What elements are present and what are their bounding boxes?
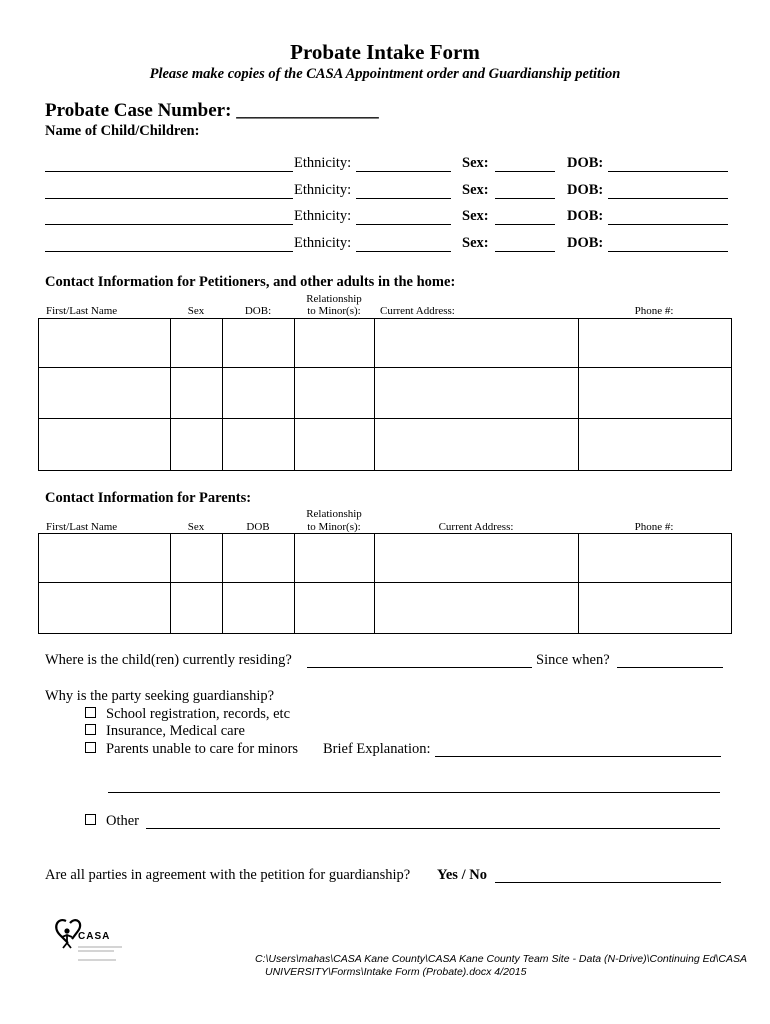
residing-line[interactable] — [307, 651, 532, 668]
table-cell[interactable] — [39, 419, 171, 471]
logo-text: CASA — [78, 931, 111, 942]
table-cell[interactable] — [223, 534, 295, 583]
table-cell[interactable] — [375, 419, 579, 471]
table-cell[interactable] — [39, 319, 171, 368]
col-header-to-minors: to Minor(s): — [307, 521, 361, 533]
footer-line-2: UNIVERSITY\Forms\Intake Form (Probate).docx 4/2015 — [265, 966, 527, 978]
child-name-line[interactable] — [45, 235, 293, 252]
since-when-label: Since when? — [536, 652, 610, 668]
child-row — [0, 182, 770, 202]
ethnicity-label: Ethnicity: — [294, 208, 352, 224]
col-header-name: First/Last Name — [46, 521, 118, 533]
table-row — [39, 419, 732, 471]
sex-line[interactable] — [495, 182, 555, 199]
option-label: Insurance, Medical care — [106, 723, 245, 739]
table-cell[interactable] — [579, 319, 732, 368]
footer-line-1: C:\Users\mahas\CASA Kane County\CASA Kane County Team Site - Data (N-Drive)\Continuing Ed\CASA — [255, 953, 747, 965]
table-cell[interactable] — [223, 583, 295, 634]
child-name-line[interactable] — [45, 208, 293, 225]
col-header-name: First/Last Name — [46, 305, 118, 317]
brief-explanation-line[interactable] — [435, 740, 721, 757]
dob-line[interactable] — [608, 235, 728, 252]
col-header-relationship: Relationship — [306, 508, 362, 520]
table-cell[interactable] — [579, 583, 732, 634]
explanation-continued-line[interactable] — [108, 776, 720, 793]
sex-label: Sex: — [462, 235, 489, 251]
dob-label: DOB: — [567, 208, 604, 224]
option-insurance[interactable] — [85, 723, 245, 740]
table-cell[interactable] — [171, 319, 223, 368]
child-name-line[interactable] — [45, 182, 293, 199]
sex-label: Sex: — [462, 208, 489, 224]
table-cell[interactable] — [295, 419, 375, 471]
table-cell[interactable] — [295, 319, 375, 368]
table-row — [39, 534, 732, 583]
table-row — [39, 319, 732, 368]
table-cell[interactable] — [375, 368, 579, 419]
dob-label: DOB: — [567, 182, 604, 198]
ethnicity-label: Ethnicity: — [294, 155, 352, 171]
agreement-line[interactable] — [495, 866, 721, 883]
table-cell[interactable] — [375, 534, 579, 583]
col-header-sex: Sex — [187, 521, 205, 533]
checkbox-icon[interactable] — [85, 814, 96, 825]
col-header-phone: Phone #: — [634, 521, 674, 533]
agreement-question: Are all parties in agreement with the petition for guardianship? — [45, 867, 411, 883]
dob-line[interactable] — [608, 182, 728, 199]
child-row — [0, 235, 770, 255]
option-label: Other — [106, 813, 140, 829]
table-cell[interactable] — [295, 368, 375, 419]
option-parents-unable[interactable] — [85, 741, 298, 758]
option-label: School registration, records, etc — [106, 706, 291, 722]
form-title: Probate Intake Form — [290, 40, 480, 64]
dob-line[interactable] — [608, 155, 728, 172]
table-cell[interactable] — [39, 368, 171, 419]
petitioners-table — [38, 318, 732, 471]
since-when-line[interactable] — [617, 651, 723, 668]
ethnicity-line[interactable] — [356, 155, 451, 172]
table-cell[interactable] — [39, 583, 171, 634]
child-row — [0, 155, 770, 175]
table-cell[interactable] — [171, 368, 223, 419]
probate-case-number-label: Probate Case Number: _______________ — [45, 100, 379, 121]
table-cell[interactable] — [579, 534, 732, 583]
ethnicity-line[interactable] — [356, 182, 451, 199]
table-cell[interactable] — [375, 583, 579, 634]
table-cell[interactable] — [171, 583, 223, 634]
col-header-dob: DOB — [246, 521, 270, 533]
table-cell[interactable] — [171, 534, 223, 583]
dob-label: DOB: — [567, 235, 604, 251]
table-cell[interactable] — [223, 319, 295, 368]
child-row — [0, 208, 770, 228]
sex-label: Sex: — [462, 182, 489, 198]
brief-explanation-label: Brief Explanation: — [323, 741, 431, 757]
parents-heading: Contact Information for Parents: — [45, 490, 252, 506]
sex-line[interactable] — [495, 155, 555, 172]
table-row — [39, 368, 732, 419]
table-cell[interactable] — [295, 583, 375, 634]
form-subtitle: Please make copies of the CASA Appointment order and Guardianship petition — [149, 66, 621, 82]
sex-line[interactable] — [495, 235, 555, 252]
casa-logo — [52, 915, 142, 965]
dob-label: DOB: — [567, 155, 604, 171]
table-cell[interactable] — [223, 368, 295, 419]
ethnicity-line[interactable] — [356, 208, 451, 225]
sex-line[interactable] — [495, 208, 555, 225]
col-header-address: Current Address: — [438, 521, 514, 533]
sex-label: Sex: — [462, 155, 489, 171]
col-header-dob: DOB: — [244, 305, 272, 317]
table-cell[interactable] — [375, 319, 579, 368]
table-row — [39, 583, 732, 634]
col-header-relationship: Relationship — [306, 293, 362, 305]
other-line[interactable] — [146, 812, 720, 829]
child-name-line[interactable] — [45, 155, 293, 172]
table-cell[interactable] — [39, 534, 171, 583]
checkbox-icon[interactable] — [85, 724, 96, 735]
col-header-address: Current Address: — [380, 305, 455, 317]
ethnicity-label: Ethnicity: — [294, 235, 352, 251]
ethnicity-label: Ethnicity: — [294, 182, 352, 198]
file-path-footer — [255, 953, 747, 979]
why-question: Why is the party seeking guardianship? — [45, 688, 275, 704]
checkbox-icon[interactable] — [85, 742, 96, 753]
table-cell[interactable] — [579, 368, 732, 419]
parents-table — [38, 533, 732, 634]
col-header-phone: Phone #: — [634, 305, 674, 317]
table-cell[interactable] — [171, 419, 223, 471]
col-header-to-minors: to Minor(s): — [307, 305, 361, 317]
children-name-label: Name of Child/Children: — [45, 123, 200, 139]
dob-line[interactable] — [608, 208, 728, 225]
table-cell[interactable] — [223, 419, 295, 471]
col-header-sex: Sex — [187, 305, 205, 317]
petitioners-heading: Contact Information for Petitioners, and other adults in the home: — [45, 274, 456, 290]
table-cell[interactable] — [579, 419, 732, 471]
table-cell[interactable] — [295, 534, 375, 583]
yes-no-label: Yes / No — [437, 867, 487, 883]
ethnicity-line[interactable] — [356, 235, 451, 252]
option-label: Parents unable to care for minors — [106, 741, 299, 757]
option-school[interactable] — [85, 706, 290, 723]
residing-question: Where is the child(ren) currently residing? — [45, 652, 292, 668]
option-other[interactable] — [85, 813, 139, 830]
checkbox-icon[interactable] — [85, 707, 96, 718]
